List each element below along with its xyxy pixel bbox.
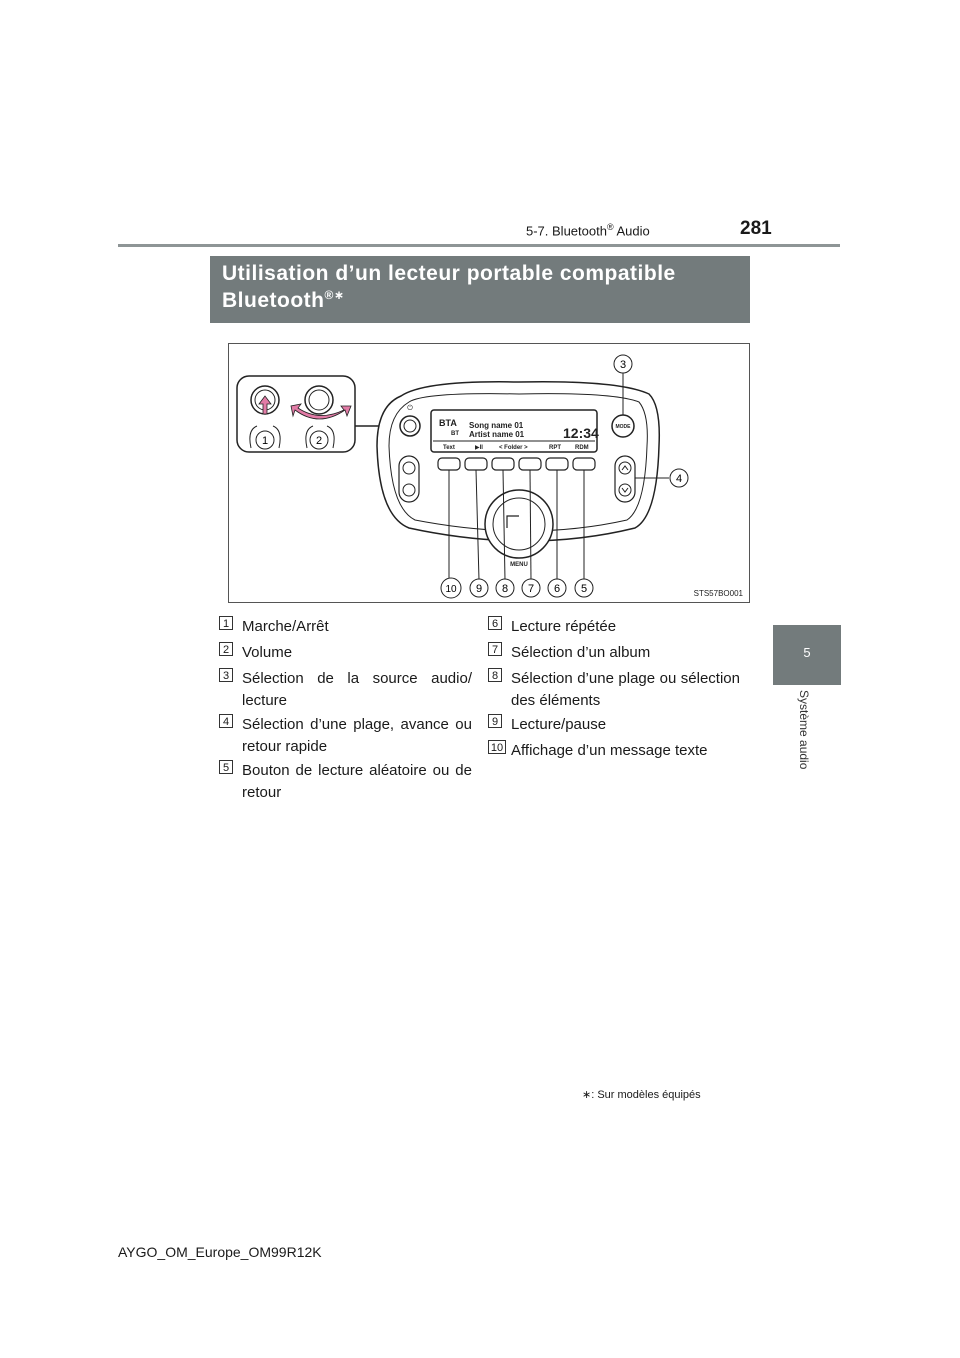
softkey-1 bbox=[438, 458, 460, 470]
legend-number: 2 bbox=[219, 642, 233, 656]
title-line-1: Utilisation d’un lecteur portable compatible bbox=[222, 262, 676, 285]
svg-text:MENU: MENU bbox=[510, 562, 528, 568]
document-code: AYGO_OM_Europe_OM99R12K bbox=[118, 1244, 322, 1260]
legend-number: 8 bbox=[488, 668, 502, 682]
callout-9 bbox=[470, 579, 488, 597]
softkey-5 bbox=[546, 458, 568, 470]
legend-number: 10 bbox=[488, 740, 506, 754]
audio-unit-figure bbox=[228, 343, 750, 603]
callout-7 bbox=[522, 579, 540, 597]
svg-text:6: 6 bbox=[553, 583, 561, 595]
legend-text: Sélection de la source audio/ lecture bbox=[242, 670, 472, 709]
softkey-label-3: < Folder > bbox=[499, 445, 528, 451]
phone-buttons bbox=[399, 456, 419, 502]
callout-6 bbox=[548, 579, 566, 597]
legend-text: Marche/Arrêt bbox=[242, 618, 329, 635]
legend-number: 4 bbox=[219, 714, 233, 728]
legend-text: Lecture répétée bbox=[511, 618, 617, 635]
legend-text: Sélection d’une plage, avance ou retour rapide bbox=[242, 716, 472, 755]
callout-8 bbox=[496, 579, 514, 597]
svg-text:5: 5 bbox=[580, 583, 588, 595]
softkey-3 bbox=[492, 458, 514, 470]
legend-text: Affichage d’un message texte bbox=[511, 742, 708, 759]
legend-text: Sélection d’une plage ou sélection des éléments bbox=[511, 670, 740, 709]
display-clock: 12:34 bbox=[563, 425, 599, 441]
svg-text:MODE: MODE bbox=[615, 424, 631, 430]
svg-text:9: 9 bbox=[475, 583, 483, 595]
legend-number: 3 bbox=[219, 668, 233, 682]
svg-text:8: 8 bbox=[501, 583, 509, 595]
figure-code: STS57BO001 bbox=[693, 589, 743, 598]
callout-3 bbox=[614, 355, 632, 373]
callout-2 bbox=[310, 431, 328, 449]
legend-number: 5 bbox=[219, 760, 233, 774]
title-line-2: Bluetooth®∗ bbox=[222, 288, 345, 312]
svg-text:7: 7 bbox=[527, 583, 535, 595]
svg-text:10: 10 bbox=[445, 584, 457, 595]
softkey-label-5: RDM bbox=[575, 445, 589, 451]
svg-text:4: 4 bbox=[675, 473, 683, 485]
legend-number: 9 bbox=[488, 714, 502, 728]
legend-text: Sélection d’un album bbox=[511, 644, 651, 661]
callout-5 bbox=[575, 579, 593, 597]
callout-1 bbox=[256, 431, 274, 449]
callout-10 bbox=[441, 578, 461, 598]
svg-text:3: 3 bbox=[619, 359, 627, 371]
page-number: 281 bbox=[740, 218, 772, 239]
display-song: Song name 01 bbox=[469, 421, 524, 430]
legend-text: Lecture/pause bbox=[511, 716, 607, 733]
legend-text: Volume bbox=[242, 644, 293, 661]
svg-text:2: 2 bbox=[315, 435, 323, 447]
legend-number: 1 bbox=[219, 616, 233, 630]
chapter-number: 5 bbox=[803, 645, 811, 660]
chapter-title: Système audio bbox=[797, 690, 811, 770]
legend-text: Bouton de lecture aléatoire ou de retour bbox=[242, 762, 472, 801]
chapter-tab bbox=[773, 625, 841, 685]
softkey-label-2: ▶II bbox=[475, 445, 483, 451]
svg-text:⏻: ⏻ bbox=[407, 405, 413, 412]
header-rule bbox=[118, 244, 840, 247]
audio-unit-illustration bbox=[229, 344, 751, 604]
seek-buttons bbox=[615, 456, 635, 502]
callout-4 bbox=[670, 469, 688, 487]
softkey-label-4: RPT bbox=[549, 445, 561, 451]
svg-text:1: 1 bbox=[261, 435, 269, 447]
power-volume-knob bbox=[400, 416, 420, 436]
display-source: BTA bbox=[439, 418, 457, 428]
softkey-label-1: Text bbox=[443, 445, 455, 451]
section-title-banner bbox=[210, 256, 750, 323]
footnote: ∗: Sur modèles équipés bbox=[582, 1089, 701, 1101]
legend-number: 7 bbox=[488, 642, 502, 656]
display-artist: Artist name 01 bbox=[469, 430, 525, 439]
legend-number: 6 bbox=[488, 616, 502, 630]
section-reference: 5-7. Bluetooth® Audio bbox=[526, 222, 650, 239]
softkey-6 bbox=[573, 458, 595, 470]
softkey-2 bbox=[465, 458, 487, 470]
softkey-4 bbox=[519, 458, 541, 470]
menu-dial bbox=[485, 490, 553, 558]
display-sub: BT bbox=[451, 431, 459, 437]
